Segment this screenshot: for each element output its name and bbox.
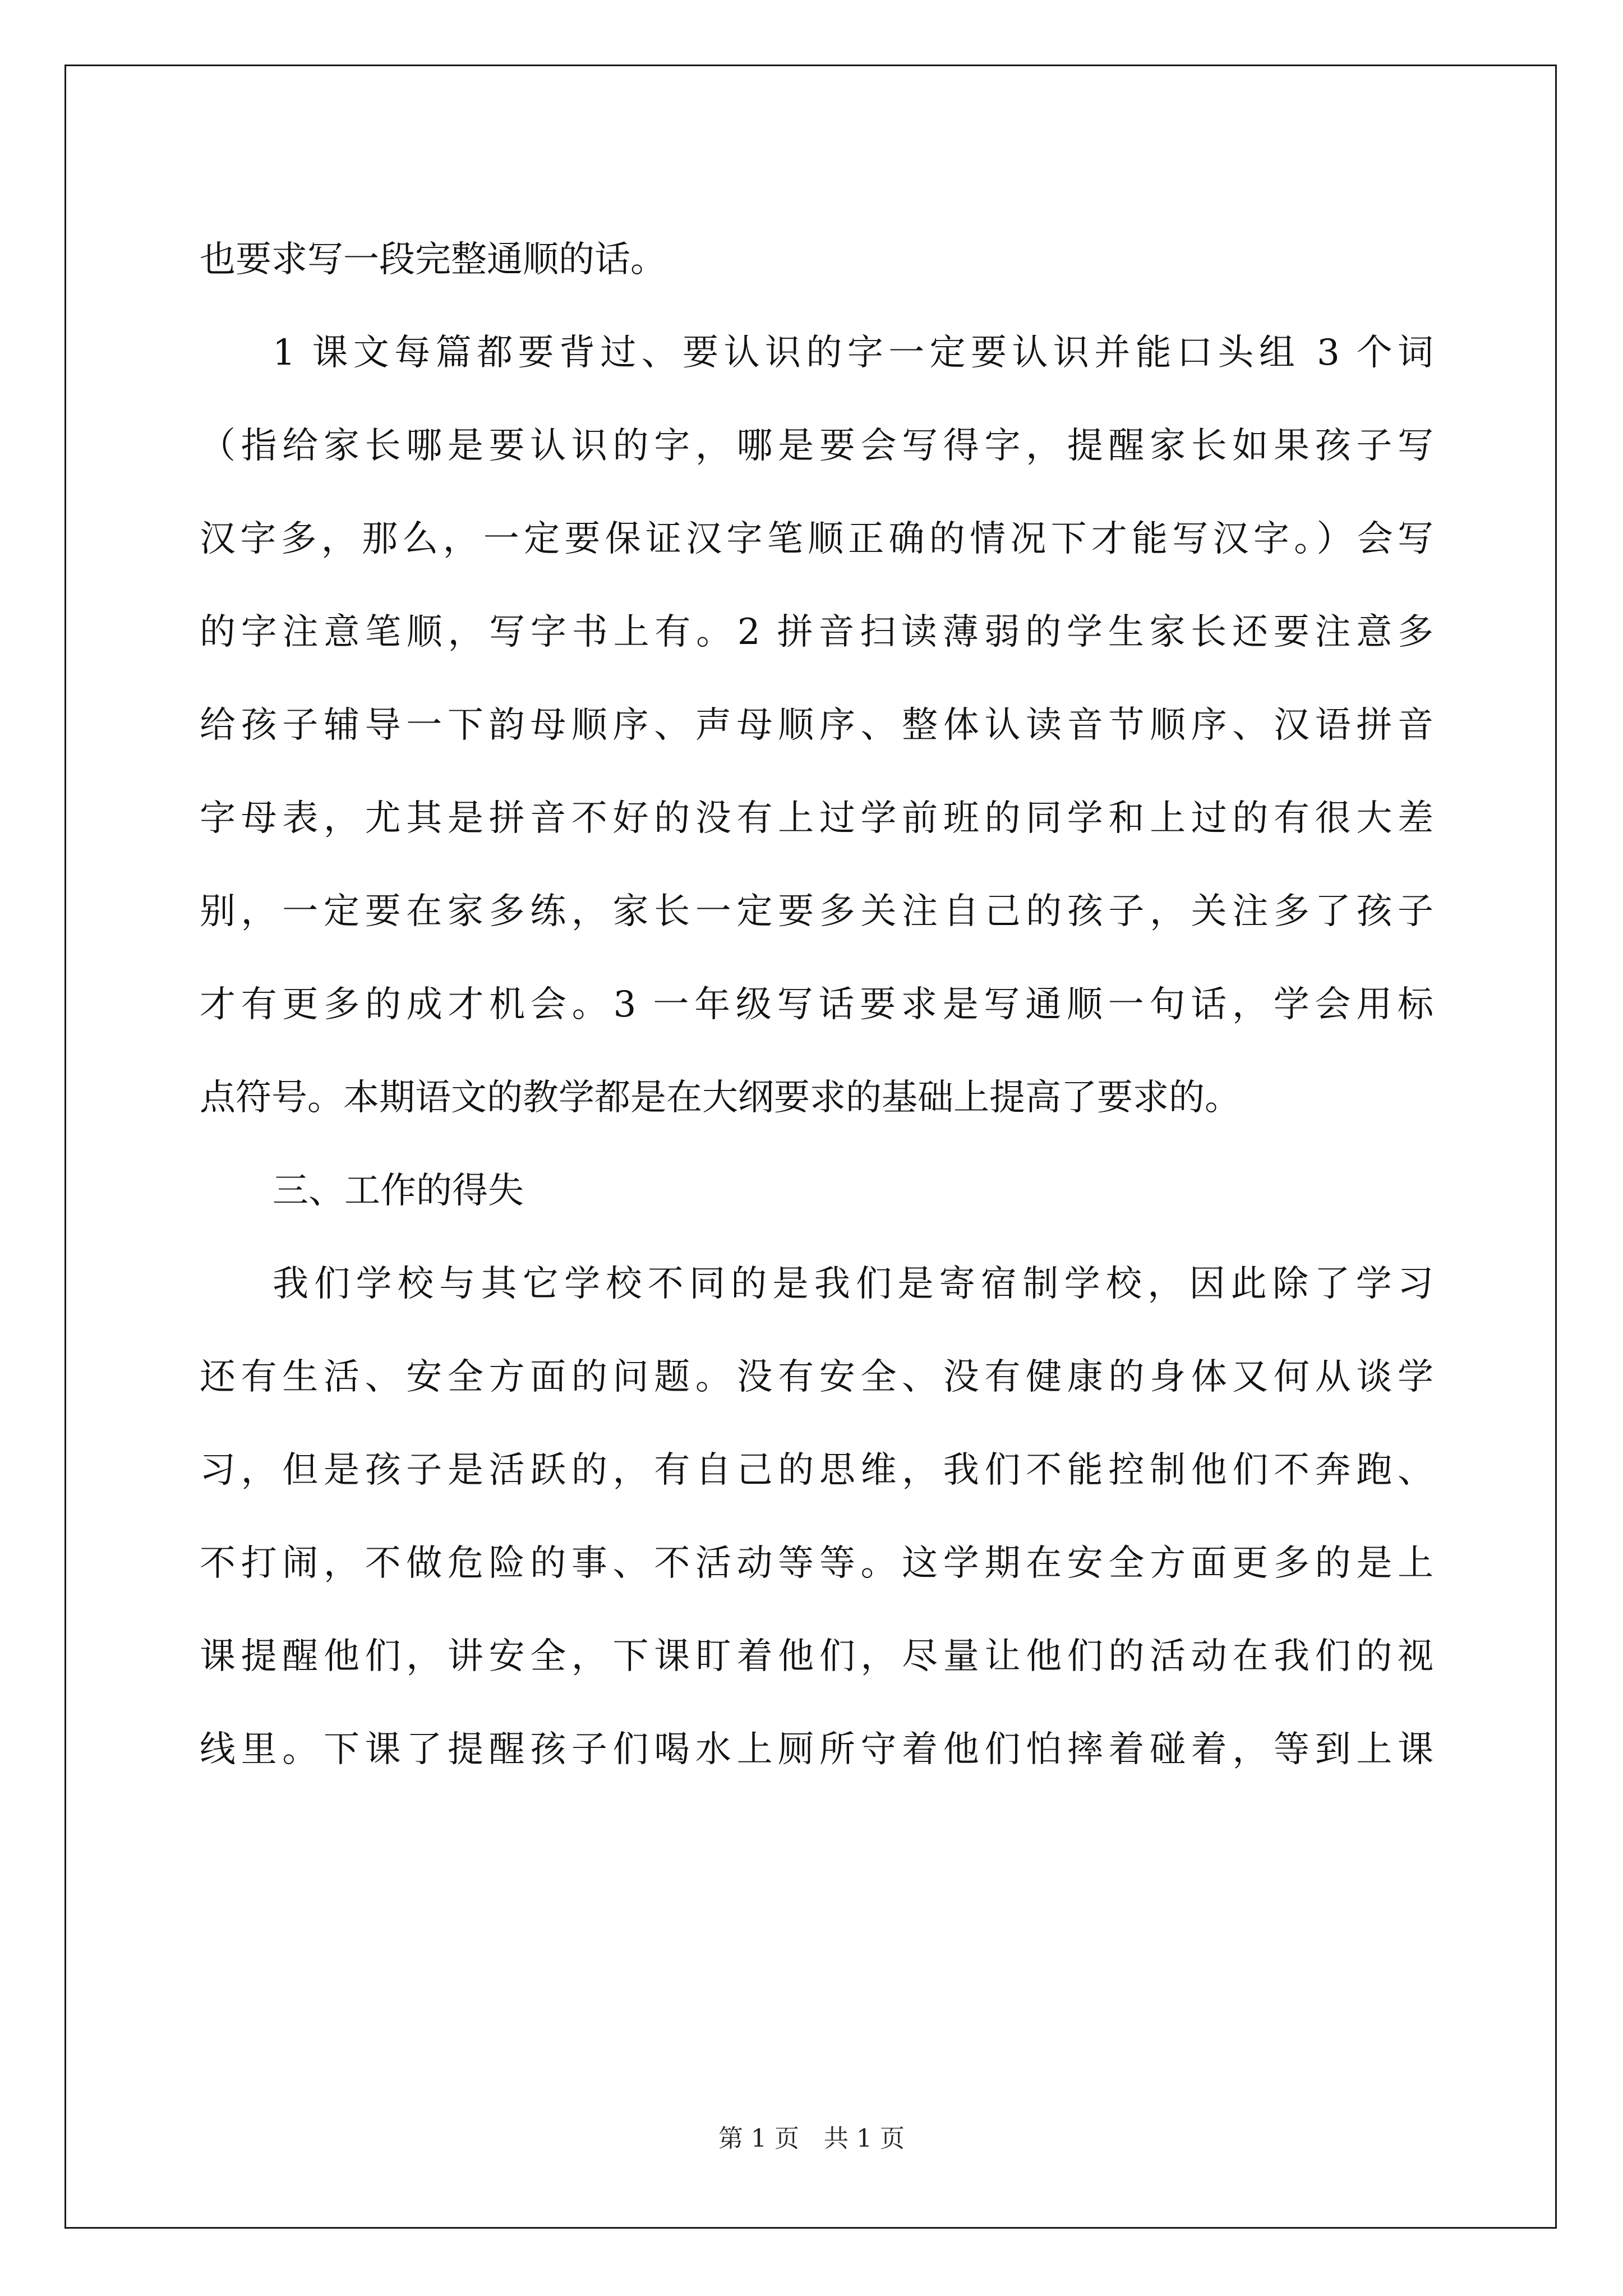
paragraph-line: 习，但是孩子是活跃的，有自己的思维，我们不能控制他们不奔跑、 [200,1450,1433,1491]
paragraph-line: 我们学校与其它学校不同的是我们是寄宿制学校，因此除了学习 [273,1263,1433,1305]
paragraph-line: 别，一定要在家多练，家长一定要多关注自己的孩子，关注多了孩子 [200,891,1433,932]
paragraph-line: 汉字多，那么，一定要保证汉字笔顺正确的情况下才能写汉字。）会写 [200,518,1433,560]
section-heading: 三、工作的得失 [273,1170,524,1212]
page-number-footer: 第 1 页 共 1 页 [718,2124,905,2153]
paragraph-line: 的字注意笔顺，写字书上有。2 拼音扫读薄弱的学生家长还要注意多 [200,611,1433,653]
paragraph-line: 才有更多的成才机会。3 一年级写话要求是写通顺一句话，学会用标 [200,984,1433,1025]
paragraph-line: 课提醒他们，讲安全，下课盯着他们，尽量让他们的活动在我们的视 [200,1636,1433,1677]
paragraph-line: 线里。下课了提醒孩子们喝水上厕所守着他们怕摔着碰着，等到上课 [200,1729,1433,1770]
paragraph-line: （指给家长哪是要认识的字，哪是要会写得字，提醒家长如果孩子写 [200,425,1433,467]
paragraph-line: 字母表，尤其是拼音不好的没有上过学前班的同学和上过的有很大差 [200,798,1433,839]
paragraph-line: 也要求写一段完整通顺的话。 [200,239,666,280]
paragraph-line: 给孩子辅导一下韵母顺序、声母顺序、整体认读音节顺序、汉语拼音 [200,705,1433,746]
paragraph-line: 1 课文每篇都要背过、要认识的字一定要认识并能口头组 3 个词 [273,332,1433,374]
paragraph-line: 不打闹，不做危险的事、不活动等等。这学期在安全方面更多的是上 [200,1543,1433,1584]
paragraph-line: 点符号。本期语文的教学都是在大纲要求的基础上提高了要求的。 [200,1077,1241,1119]
document-body [200,213,1433,1796]
paragraph-line: 还有生活、安全方面的问题。没有安全、没有健康的身体又何从谈学 [200,1356,1433,1398]
